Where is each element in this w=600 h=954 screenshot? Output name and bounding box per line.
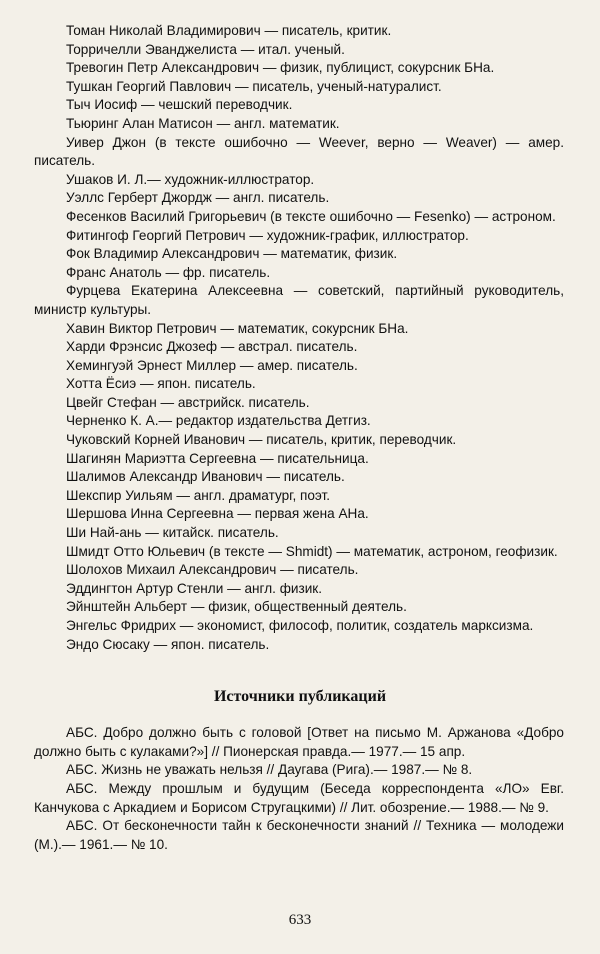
sources-list bbox=[34, 724, 564, 854]
index-entry: Хавин Виктор Петрович — математик, сокурсник БНа. bbox=[66, 320, 409, 336]
source-entry: АБС. Добро должно быть с головой [Ответ на письмо М. Аржанова «Добро должно быть с кулаками?»] // Пионерская правда.— 1977.— 15 апр. bbox=[34, 725, 564, 759]
source-entry: АБС. Жизнь не уважать нельзя // Даугава (Рига).— 1987.— № 8. bbox=[66, 762, 473, 778]
index-entry: Фок Владимир Александрович — математик, физик. bbox=[66, 246, 398, 262]
index-entry: Шмидт Отто Юльевич (в тексте — Shmidt) — математик, астроном, геофизик. bbox=[66, 543, 558, 559]
source-entry: АБС. Между прошлым и будущим (Беседа корреспондента «ЛО» Евг. Канчукова с Аркадием и Борисом Стругацкими) // Лит. обозрение.— 1988.— № 9. bbox=[34, 780, 564, 815]
index-entry: Тьюринг Алан Матисон — англ. математик. bbox=[66, 115, 340, 131]
index-entry: Ушаков И. Л.— художник-иллюстратор. bbox=[66, 171, 315, 187]
index-entry: Франс Анатоль — фр. писатель. bbox=[66, 264, 271, 280]
index-entry: Фесенков Василий Григорьевич (в тексте ошибочно — Fesenko) — астроном. bbox=[66, 208, 556, 224]
index-entry: Шершова Инна Сергеевна — первая жена АНа. bbox=[66, 506, 369, 522]
index-entry: Шолохов Михаил Александрович — писатель. bbox=[66, 562, 359, 578]
index-entry: Ши Най-ань — китайск. писатель. bbox=[66, 525, 279, 541]
index-entry: Фитингоф Георгий Петрович — художник-график, иллюстратор. bbox=[66, 227, 469, 243]
index-entry: Уивер Джон (в тексте ошибочно — Weever, верно — Weaver) — амер. писатель. bbox=[34, 134, 564, 169]
index-entry: Хемингуэй Эрнест Миллер — амер. писатель. bbox=[66, 357, 358, 373]
index-entry: Хотта Ёсиэ — япон. писатель. bbox=[66, 376, 256, 392]
index-entry: Эддингтон Артур Стенли — англ. физик. bbox=[66, 580, 323, 596]
index-entry: Эндо Сюсаку — япон. писатель. bbox=[66, 636, 270, 652]
index-entry: Эйнштейн Альберт — физик, общественный деятель. bbox=[66, 599, 407, 615]
index-entry: Тревогин Петр Александрович — физик, публицист, сокурсник БНа. bbox=[66, 60, 495, 76]
index-entry: Харди Фрэнсис Джозеф — австрал. писатель. bbox=[66, 339, 358, 355]
name-index bbox=[34, 22, 564, 654]
index-entry: Шалимов Александр Иванович — писатель. bbox=[66, 469, 345, 485]
source-entry: АБС. От бесконечности тайн к бесконечности знаний // Техника — молодежи (М.).— 1961.— № 10. bbox=[34, 818, 564, 852]
index-entry: Шагинян Мариэтта Сергеевна — писательница. bbox=[66, 450, 369, 466]
index-entry: Энгельс Фридрих — экономист, философ, политик, создатель марксизма. bbox=[66, 618, 534, 633]
page-number: 633 bbox=[288, 912, 312, 928]
index-entry: Уэллс Герберт Джордж — англ. писатель. bbox=[66, 190, 330, 206]
index-entry: Черненко К. А.— редактор издательства Детгиз. bbox=[66, 413, 371, 429]
index-entry: Фурцева Екатерина Алексеевна — советский, партийный руководитель, министр культуры. bbox=[34, 283, 564, 317]
sources-heading: Источники публикаций bbox=[213, 688, 387, 706]
index-entry: Чуковский Корней Иванович — писатель, критик, переводчик. bbox=[66, 432, 457, 448]
index-entry: Тушкан Георгий Павлович — писатель, ученый-натуралист. bbox=[66, 78, 442, 94]
index-entry: Томан Николай Владимирович — писатель, критик. bbox=[66, 23, 392, 38]
index-entry: Шекспир Уильям — англ. драматург, поэт. bbox=[66, 487, 331, 503]
index-entry: Тыч Иосиф — чешский переводчик. bbox=[66, 97, 293, 113]
index-entry: Торричелли Эванджелиста — итал. ученый. bbox=[66, 41, 345, 57]
index-entry: Цвейг Стефан — австрийск. писатель. bbox=[66, 394, 310, 410]
